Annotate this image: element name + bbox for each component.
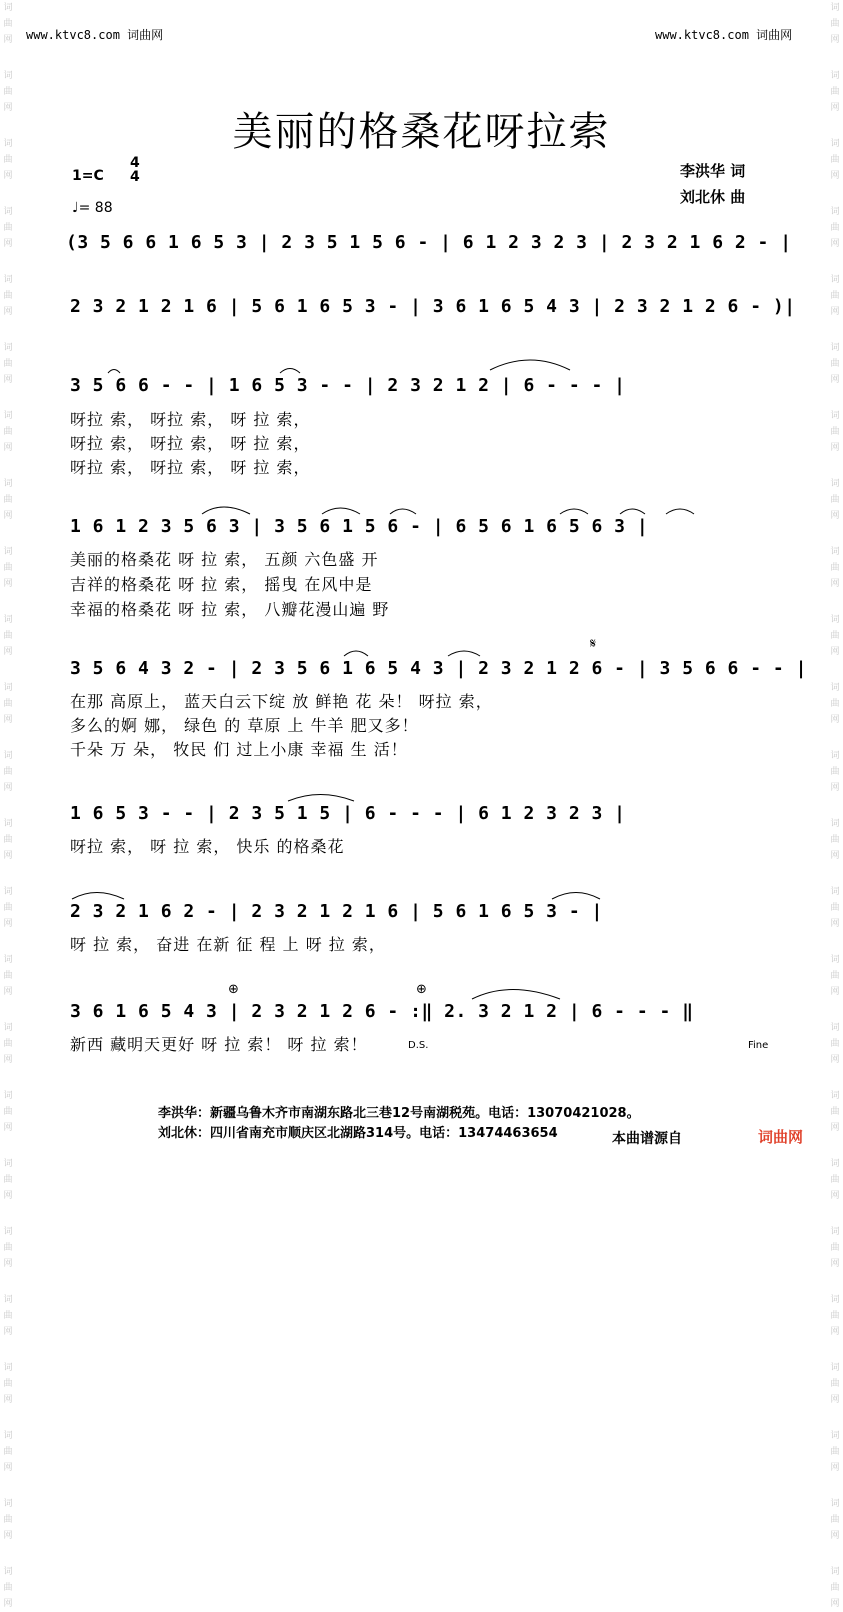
side-watermark-text: 词 曲 网 (830, 1431, 840, 1473)
side-watermark-text: 词 曲 网 (3, 1363, 13, 1405)
side-watermark-text: 词 曲 网 (830, 1023, 840, 1065)
slur-arc (202, 507, 250, 514)
slur-arc (390, 509, 416, 514)
source-label: 本曲谱源自 (612, 1131, 682, 1147)
side-watermark-text: 词 曲 网 (3, 343, 13, 385)
lyric-line: 呀 拉 索， 奋进 在新 征 程 上 呀 拉 索， (70, 935, 386, 954)
side-watermark-text: 词 曲 网 (3, 1159, 13, 1201)
side-watermark-text: 词 曲 网 (830, 887, 840, 929)
watermark-url: www.ktvc8.com (655, 28, 749, 42)
side-watermark-text: 词 曲 网 (830, 1567, 840, 1609)
notation-line-8: 3 6 1 6 5 4 3 | 2 3 2 1 2 6 - :‖ 2. 3 2 1 2 | 6 - - - ‖ (70, 1001, 694, 1022)
side-watermark-text: 词 曲 网 (3, 547, 13, 589)
slur-arc (666, 509, 694, 514)
side-watermark-text: 词 曲 网 (3, 1227, 13, 1269)
side-watermark-text: 词 曲 网 (830, 139, 840, 181)
side-watermark-text: 词 曲 网 (3, 1499, 13, 1541)
side-watermark-text: 词 曲 网 (3, 3, 13, 45)
notation-line-2: 2 3 2 1 2 1 6 | 5 6 1 6 5 3 - | 3 6 1 6 5 4 3 | 2 3 2 1 2 6 - )| (70, 296, 796, 317)
slur-arc (72, 893, 124, 900)
tempo-value: = 88 (78, 200, 113, 216)
lyric-line: 在那 高原上， 蓝天白云下绽 放 鲜艳 花 朵！ 呀拉 索， (70, 692, 493, 711)
lyric-line: 呀拉 索， 呀拉 索， 呀 拉 索， (70, 434, 311, 453)
slur-arc (288, 795, 354, 802)
side-watermark-text: 词 曲 网 (830, 1227, 840, 1269)
side-watermark-text: 词 曲 网 (3, 71, 13, 113)
notation-line-3: 3 5 6 6 - - | 1 6 5 3 - - | 2 3 2 1 2 | 6 - - - | (70, 375, 626, 396)
footer-composer-contact: 刘北休：四川省南充市顺庆区北湖路314号。电话：13474463654 (158, 1126, 558, 1141)
slur-arc (322, 508, 360, 514)
footer-lyricist-contact: 李洪华：新疆乌鲁木齐市南湖东路北三巷12号南湖税苑。电话：13070421028。 (158, 1106, 640, 1121)
side-watermark-text: 词 曲 网 (3, 275, 13, 317)
side-watermark-text: 词 曲 网 (3, 1091, 13, 1133)
quarter-note-icon: ♩ (72, 200, 79, 216)
lyric-line: 呀拉 索， 呀 拉 索， 快乐 的格桑花 (70, 837, 345, 856)
notation-line-4: 1 6 1 2 3 5 6 3 | 3 5 6 1 5 6 - | 6 5 6 1 6 5 6 3 | (70, 516, 649, 537)
notation-line-5: 3 5 6 4 3 2 - | 2 3 5 6 1 6 5 4 3 | 2 3 2 1 2 6 - | 3 5 6 6 - - | (70, 658, 807, 679)
lyric-line: 幸福的格桑花 呀 拉 索， 八瓣花漫山遍 野 (70, 600, 390, 619)
watermark-url: www.ktvc8.com (26, 28, 120, 42)
side-watermark-text: 词 曲 网 (830, 547, 840, 589)
side-watermark-text: 词 曲 网 (3, 1431, 13, 1473)
side-watermark-text: 词 曲 网 (3, 1567, 13, 1609)
side-watermark-text: 词 曲 网 (830, 751, 840, 793)
side-watermark-text: 词 曲 网 (830, 71, 840, 113)
lyricist-credit: 李洪华 词 (680, 162, 746, 180)
side-watermark-text: 词 曲 网 (830, 411, 840, 453)
time-sig-top: 4 (130, 155, 140, 171)
notation-line-7: 2 3 2 1 6 2 - | 2 3 2 1 2 1 6 | 5 6 1 6 5 3 - | (70, 901, 603, 922)
slur-arc (552, 893, 600, 900)
side-watermark-text: 词 曲 网 (830, 343, 840, 385)
site-logo: 词曲网 (758, 1128, 804, 1146)
lyric-line: 吉祥的格桑花 呀 拉 索， 摇曳 在风中是 (70, 575, 373, 594)
coda-icon: ⊕ (416, 982, 427, 997)
slur-arc (472, 990, 560, 1000)
segno-icon: 𝄋 (590, 636, 597, 652)
side-watermark-text: 词 曲 网 (830, 955, 840, 997)
side-watermark-text: 词 曲 网 (830, 3, 840, 45)
song-title: 美丽的格桑花呀拉索 (232, 109, 611, 155)
slur-arc (344, 651, 368, 656)
lyric-line: 美丽的格桑花 呀 拉 索， 五颜 六色盛 开 (70, 550, 379, 569)
side-watermark-text: 词 曲 网 (830, 207, 840, 249)
side-watermark-text: 词 曲 网 (3, 207, 13, 249)
side-watermark-text: 词 曲 网 (830, 615, 840, 657)
notation-line-1: (3 5 6 6 1 6 5 3 | 2 3 5 1 5 6 - | 6 1 2 3 2 3 | 2 3 2 1 6 2 - | (66, 232, 792, 253)
side-watermark-text: 词 曲 网 (830, 1499, 840, 1541)
slur-arc (620, 509, 645, 514)
side-watermark-text: 词 曲 网 (830, 1295, 840, 1337)
side-watermark-text: 词 曲 网 (3, 139, 13, 181)
composer-credit: 刘北休 曲 (680, 188, 746, 206)
side-watermark-text: 词 曲 网 (3, 887, 13, 929)
side-watermark-text: 词 曲 网 (3, 1295, 13, 1337)
lyric-line: 多么的婀 娜， 绿色 的 草原 上 牛羊 肥又多！ (70, 716, 419, 735)
watermark-site: 词曲网 (756, 28, 793, 42)
time-sig-bottom: 4 (130, 169, 140, 185)
slur-arc (448, 651, 480, 656)
side-watermark-text: 词 曲 网 (830, 275, 840, 317)
slur-arc (560, 509, 588, 514)
watermark-site: 词曲网 (127, 28, 164, 42)
side-watermark-text: 词 曲 网 (830, 479, 840, 521)
lyric-line: 新西 藏明天更好 呀 拉 索！ 呀 拉 索！ (70, 1035, 368, 1054)
side-watermark-text: 词 曲 网 (3, 615, 13, 657)
coda-icon: ⊕ (228, 982, 239, 997)
side-watermark-text: 词 曲 网 (3, 819, 13, 861)
lyric-line: 千朵 万 朵， 牧民 们 过上小康 幸福 生 活！ (70, 740, 408, 759)
notation-line-6: 1 6 5 3 - - | 2 3 5 1 5 | 6 - - - | 6 1 2 3 2 3 | (70, 803, 626, 824)
side-watermark-text: 词 曲 网 (3, 411, 13, 453)
lyric-line: 呀拉 索， 呀拉 索， 呀 拉 索， (70, 410, 311, 429)
slur-arc (490, 360, 570, 370)
side-watermark-text: 词 曲 网 (830, 819, 840, 861)
side-watermark-text: 词 曲 网 (3, 955, 13, 997)
side-watermark-text: 词 曲 网 (830, 683, 840, 725)
ds-marking: D.S. (408, 1040, 429, 1051)
side-watermark-text: 词 曲 网 (830, 1091, 840, 1133)
fine-marking: Fine (748, 1040, 769, 1051)
side-watermark-text: 词 曲 网 (3, 479, 13, 521)
slur-arc (280, 369, 300, 374)
side-watermark-text: 词 曲 网 (3, 1023, 13, 1065)
side-watermark-text: 词 曲 网 (830, 1159, 840, 1201)
slur-arc (108, 370, 120, 374)
side-watermark-text: 词 曲 网 (3, 751, 13, 793)
side-watermark-text: 词 曲 网 (3, 683, 13, 725)
key-signature: 1=C (72, 168, 104, 184)
lyric-line: 呀拉 索， 呀拉 索， 呀 拉 索， (70, 458, 311, 477)
side-watermark-text: 词 曲 网 (830, 1363, 840, 1405)
